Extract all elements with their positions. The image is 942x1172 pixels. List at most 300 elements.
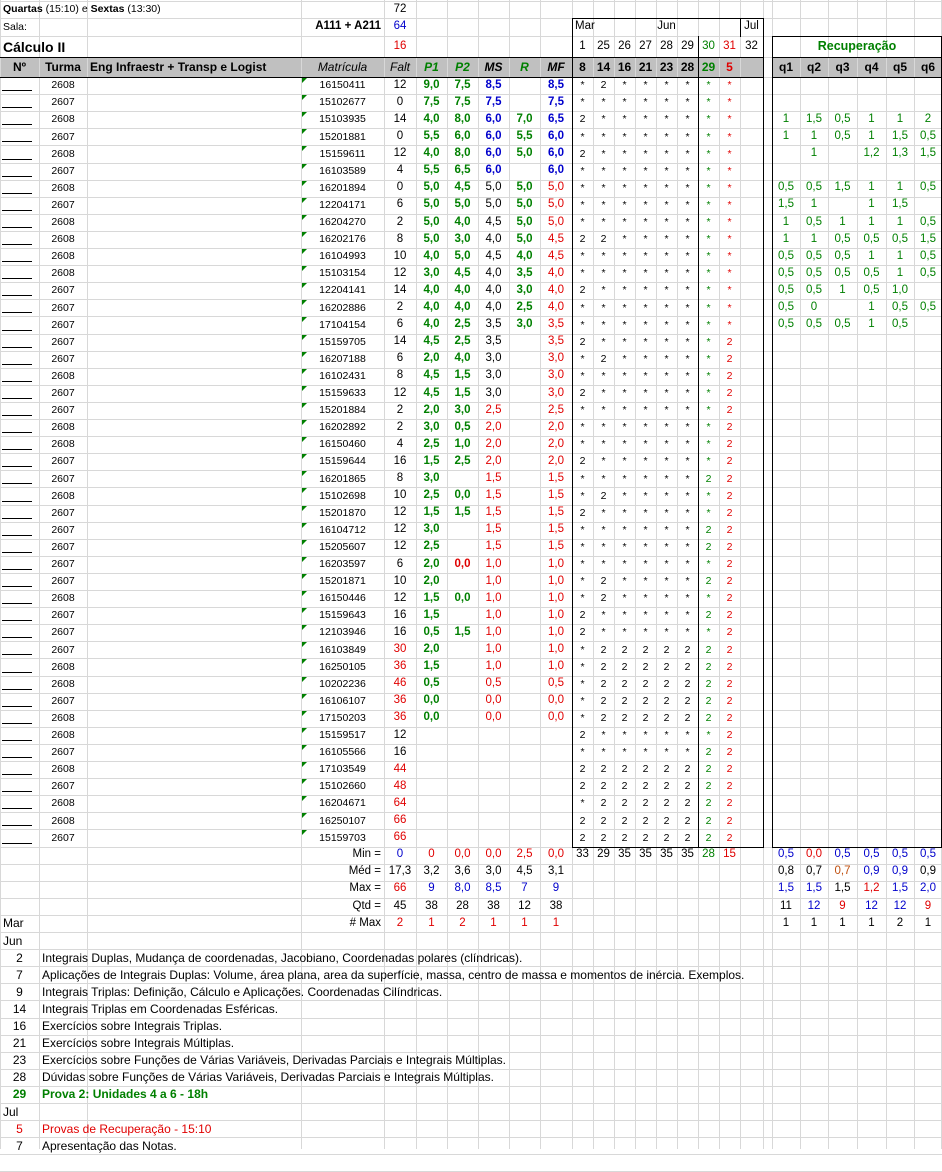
student-turma: 2607 xyxy=(51,404,75,417)
student-turma: 2607 xyxy=(51,352,75,365)
recovery-score xyxy=(828,402,857,419)
student-turma: 2607 xyxy=(51,455,75,468)
stat-value: 9 xyxy=(924,899,932,912)
attendance-mark: * xyxy=(601,404,606,417)
student-mat: 16104993 xyxy=(319,250,366,263)
recovery-score: 1 xyxy=(896,112,904,125)
attendance-mark: * xyxy=(685,438,690,451)
header-q1: q1 xyxy=(778,60,793,74)
stat-value: 0,7 xyxy=(834,865,851,878)
attendance-mark: * xyxy=(622,164,627,177)
recovery-score: 0,5 xyxy=(920,249,936,262)
stat-value: 1,5 xyxy=(892,882,908,895)
attendance-mark: * xyxy=(685,421,690,434)
attendance-mark: 2 xyxy=(621,763,628,776)
student-p2: 4,5 xyxy=(454,266,471,279)
recovery-score xyxy=(772,693,800,710)
student-mat: 16150460 xyxy=(319,438,366,451)
student-falt: 44 xyxy=(393,762,407,775)
student-p2: 1,5 xyxy=(454,369,471,382)
student-r xyxy=(509,94,540,111)
student-p2: 3,0 xyxy=(454,403,471,416)
schedule-topic: Integrais Triplas: Definição, Cálculo e Aplicações. Coordenadas Cilíndricas. xyxy=(42,984,443,999)
attendance-mark: * xyxy=(643,96,648,109)
attendance-mark: * xyxy=(601,113,606,126)
recovery-score xyxy=(828,539,857,556)
student-turma: 2608 xyxy=(51,421,75,434)
attendance-mark: * xyxy=(685,626,690,639)
stat-value: 0 xyxy=(396,848,404,861)
row-number-placeholder xyxy=(2,295,32,296)
student-mat: 15159611 xyxy=(319,147,366,160)
attendance-mark xyxy=(740,265,763,282)
student-ms xyxy=(478,744,509,761)
attendance-mark: 2 xyxy=(579,729,586,742)
recovery-score: 0,5 xyxy=(806,266,822,279)
attendance-mark: * xyxy=(685,284,690,297)
attendance-mark: * xyxy=(706,335,711,348)
recovery-score: 0,5 xyxy=(778,266,794,279)
student-mat: 16150411 xyxy=(319,79,366,92)
student-ms xyxy=(478,829,509,846)
schedule-day: 2 xyxy=(16,950,23,965)
schedule-topic: Integrais Duplas, Mudança de coordenadas, Jacobiano, Coordenadas polares (clíndricas). xyxy=(42,950,523,965)
attendance-mark: * xyxy=(685,592,690,605)
row-number-placeholder xyxy=(2,364,32,365)
student-r xyxy=(509,676,540,693)
attendance-mark: * xyxy=(685,113,690,126)
stat-value: 66 xyxy=(393,882,407,895)
attendance-mark: 2 xyxy=(621,814,628,827)
student-r xyxy=(509,693,540,710)
attendance-mark: * xyxy=(664,472,669,485)
header-no: Nº xyxy=(12,60,27,74)
stat-value: 35 xyxy=(681,848,694,861)
stat-value: 35 xyxy=(639,848,652,861)
student-p2 xyxy=(447,812,478,829)
recovery-score xyxy=(914,590,942,607)
attendance-mark: 2 xyxy=(705,746,712,759)
row-number-placeholder xyxy=(2,432,32,433)
student-mat: 16250107 xyxy=(319,814,366,827)
attendance-mark xyxy=(740,795,763,812)
row-number-placeholder xyxy=(2,740,32,741)
student-mat: 16106107 xyxy=(319,694,366,707)
student-falt: 4 xyxy=(396,437,404,450)
student-turma: 2608 xyxy=(51,797,75,810)
student-p1: 5,5 xyxy=(423,130,440,143)
recovery-score: 0,5 xyxy=(834,130,851,143)
recovery-score xyxy=(800,77,828,94)
attendance-mark: 2 xyxy=(705,780,712,793)
attendance-mark xyxy=(740,744,763,761)
attendance-mark: 2 xyxy=(705,814,712,827)
recovery-score xyxy=(857,505,886,522)
row-number-placeholder xyxy=(2,176,32,177)
recovery-score xyxy=(914,94,942,111)
attendance-mark: 2 xyxy=(579,831,586,844)
recovery-score: 1 xyxy=(896,215,904,228)
student-ms: 5,0 xyxy=(485,198,502,211)
attendance-mark: * xyxy=(664,113,669,126)
student-falt: 10 xyxy=(393,249,407,262)
attendance-mark: * xyxy=(664,96,669,109)
attendance-mark: 2 xyxy=(705,763,712,776)
recovery-score xyxy=(914,351,942,368)
attendance-mark: * xyxy=(664,164,669,177)
stat-value: 1 xyxy=(839,916,846,929)
recovery-score xyxy=(886,624,914,641)
student-r xyxy=(509,402,540,419)
attendance-mark: 2 xyxy=(684,711,691,724)
recovery-score: 0,5 xyxy=(834,112,851,125)
student-mat: 15201884 xyxy=(319,404,366,417)
stat-value: 15 xyxy=(723,848,736,861)
attendance-mark: 2 xyxy=(663,643,670,656)
attendance-mark: * xyxy=(601,523,606,536)
attendance-mark: * xyxy=(706,369,711,382)
student-r: 5,5 xyxy=(516,130,533,143)
recovery-score xyxy=(914,727,942,744)
recovery-score: 0,5 xyxy=(806,283,822,296)
attendance-mark xyxy=(740,693,763,710)
recovery-score xyxy=(914,436,942,453)
student-r xyxy=(509,641,540,658)
stat-value: 38 xyxy=(425,899,438,912)
recovery-score xyxy=(886,676,914,693)
attendance-mark: * xyxy=(622,506,627,519)
recovery-score xyxy=(800,812,828,829)
attendance-mark: 2 xyxy=(579,609,586,622)
recovery-score: 0,5 xyxy=(778,283,794,296)
student-mf: 5,0 xyxy=(548,198,564,211)
student-ms: 0,0 xyxy=(485,694,502,707)
attendance-mark xyxy=(740,180,763,197)
recovery-score xyxy=(772,94,800,111)
recovery-score: 0,5 xyxy=(806,215,822,228)
student-p1: 1,5 xyxy=(423,454,440,467)
student-falt: 12 xyxy=(393,78,407,91)
attendance-mark: 2 xyxy=(642,677,649,690)
attendance-mark: 2 xyxy=(642,814,649,827)
class-schedule xyxy=(0,1,300,18)
stat-value: 1,2 xyxy=(863,882,880,895)
attendance-mark xyxy=(740,94,763,111)
row-number-placeholder xyxy=(2,603,32,604)
stat-value: 17,3 xyxy=(388,865,412,878)
attendance-mark xyxy=(740,778,763,795)
recovery-score xyxy=(914,676,942,693)
attendance-mark: * xyxy=(685,729,690,742)
student-mat: 16150446 xyxy=(319,592,366,605)
student-falt: 0 xyxy=(396,181,404,194)
schedule-day: 29 xyxy=(12,1087,27,1102)
recovery-score xyxy=(828,590,857,607)
student-turma: 2608 xyxy=(51,677,75,690)
attendance-mark xyxy=(740,419,763,436)
recovery-score xyxy=(886,419,914,436)
attendance-mark: 2 xyxy=(726,489,733,502)
recovery-score xyxy=(772,778,800,795)
student-p2: 8,0 xyxy=(454,112,471,125)
attendance-mark: 2 xyxy=(684,797,691,810)
student-mat: 15159703 xyxy=(319,831,366,844)
schedule-day: 21 xyxy=(12,1036,27,1051)
recovery-score xyxy=(772,470,800,487)
schedule-topic: Integrais Triplas em Coordenadas Esféricas. xyxy=(42,1001,279,1016)
student-turma: 2607 xyxy=(51,626,75,639)
student-mf: 3,0 xyxy=(548,386,564,399)
recovery-score: 1,5 xyxy=(920,232,936,245)
student-falt: 64 xyxy=(393,796,407,809)
stat-value: 9 xyxy=(428,882,435,895)
student-p2: 2,5 xyxy=(454,318,471,331)
student-mf: 1,5 xyxy=(548,540,564,553)
attendance-mark: * xyxy=(601,284,606,297)
stat-value: 1 xyxy=(428,916,435,929)
row-number-placeholder xyxy=(2,501,32,502)
student-p1 xyxy=(416,812,447,829)
student-p1: 1,5 xyxy=(423,506,440,519)
recovery-score xyxy=(800,624,828,641)
attendance-mark: 2 xyxy=(642,780,649,793)
attendance-mark: * xyxy=(601,609,606,622)
failed-count: 16 xyxy=(393,39,407,52)
attendance-mark: 2 xyxy=(579,814,586,827)
attendance-mark: * xyxy=(622,472,627,485)
attendance-mark: * xyxy=(706,267,711,280)
attendance-mark: * xyxy=(601,216,606,229)
recovery-score xyxy=(914,624,942,641)
attendance-mark: * xyxy=(643,318,648,331)
recovery-score xyxy=(772,385,800,402)
student-mf: 3,5 xyxy=(548,335,564,348)
attendance-mark: 2 xyxy=(642,711,649,724)
recovery-score: 1 xyxy=(782,215,790,228)
attendance-mark: * xyxy=(727,79,732,92)
recovery-score xyxy=(800,419,828,436)
student-mf: 5,0 xyxy=(548,215,564,228)
attendance-mark: * xyxy=(706,147,711,160)
recovery-score xyxy=(772,351,800,368)
student-r xyxy=(509,334,540,351)
attendance-mark: 2 xyxy=(726,575,733,588)
attendance-mark: * xyxy=(622,284,627,297)
calendar-day: 27 xyxy=(639,39,652,52)
student-falt: 12 xyxy=(393,386,407,399)
recovery-score xyxy=(772,539,800,556)
recovery-score xyxy=(914,744,942,761)
student-r: 5,0 xyxy=(516,181,533,194)
recovery-score xyxy=(800,744,828,761)
student-p1: 4,5 xyxy=(423,335,440,348)
student-mat: 17104154 xyxy=(319,318,366,331)
attendance-mark: * xyxy=(580,489,585,502)
recovery-score xyxy=(800,710,828,727)
attendance-mark: * xyxy=(664,387,669,400)
attendance-mark: * xyxy=(643,387,648,400)
schedule-topic: Aplicações de Integrais Duplas: Volume, área plana, area da superfície, massa, centro de massa e momentos de inércia. Exemplos. xyxy=(42,967,745,982)
recovery-score xyxy=(800,556,828,573)
recovery-score xyxy=(800,163,828,180)
attendance-mark: * xyxy=(664,455,669,468)
attendance-mark: * xyxy=(580,694,585,707)
student-mat: 16207188 xyxy=(319,352,366,365)
recovery-score xyxy=(800,539,828,556)
student-ms: 2,0 xyxy=(485,420,502,433)
row-number-placeholder xyxy=(2,90,32,91)
attendance-mark: * xyxy=(643,626,648,639)
recovery-score xyxy=(914,607,942,624)
recovery-score xyxy=(886,368,914,385)
header-d4: 23 xyxy=(659,60,674,74)
student-p2: 1,5 xyxy=(454,386,471,399)
recovery-score: 1 xyxy=(839,283,846,296)
recovery-score xyxy=(886,556,914,573)
recovery-score xyxy=(914,795,942,812)
attendance-mark: * xyxy=(622,96,627,109)
header-d3: 21 xyxy=(638,60,653,74)
attendance-mark: * xyxy=(643,455,648,468)
attendance-mark xyxy=(740,590,763,607)
attendance-mark: * xyxy=(601,506,606,519)
student-p1: 4,0 xyxy=(423,147,440,160)
student-p2: 0,0 xyxy=(454,591,471,604)
header-r: R xyxy=(520,60,529,74)
student-falt: 12 xyxy=(393,266,407,279)
student-ms: 1,0 xyxy=(485,660,502,673)
attendance-mark xyxy=(740,111,763,128)
attendance-mark: * xyxy=(643,369,648,382)
recovery-score xyxy=(857,539,886,556)
stat-value: 12 xyxy=(807,899,821,912)
student-p2: 2,5 xyxy=(454,454,471,467)
row-number-placeholder xyxy=(2,141,32,142)
student-falt: 14 xyxy=(393,283,407,296)
attendance-mark: * xyxy=(580,404,585,417)
student-r xyxy=(509,556,540,573)
row-number-placeholder xyxy=(2,381,32,382)
stat-label: Qtd = xyxy=(352,899,381,912)
recovery-score xyxy=(857,607,886,624)
student-falt: 36 xyxy=(393,694,407,707)
attendance-mark: 2 xyxy=(726,540,733,553)
attendance-mark xyxy=(740,214,763,231)
student-p1: 0,5 xyxy=(423,677,440,690)
attendance-mark: * xyxy=(664,216,669,229)
student-p1: 9,0 xyxy=(423,78,440,91)
attendance-mark: * xyxy=(706,318,711,331)
student-p2 xyxy=(447,778,478,795)
attendance-mark: * xyxy=(727,318,732,331)
stat-value: 0,5 xyxy=(834,848,851,861)
student-p1: 7,5 xyxy=(423,95,440,108)
row-number-placeholder xyxy=(2,757,32,758)
recovery-score xyxy=(914,539,942,556)
attendance-mark: * xyxy=(706,216,711,229)
attendance-mark xyxy=(740,812,763,829)
attendance-mark: 2 xyxy=(600,831,607,844)
recovery-score xyxy=(828,727,857,744)
attendance-mark: * xyxy=(664,267,669,280)
attendance-mark xyxy=(740,402,763,419)
student-p2 xyxy=(447,693,478,710)
row-number-placeholder xyxy=(2,398,32,399)
recovery-score xyxy=(772,522,800,539)
attendance-mark: * xyxy=(664,540,669,553)
student-p2 xyxy=(447,641,478,658)
attendance-mark: 2 xyxy=(726,763,733,776)
stat-value: 12 xyxy=(893,899,907,912)
recovery-score: 0,5 xyxy=(834,249,851,262)
recovery-score: 1 xyxy=(868,198,875,211)
student-falt: 48 xyxy=(393,779,407,792)
attendance-mark: * xyxy=(706,233,711,246)
attendance-mark: 2 xyxy=(684,694,691,707)
stat-value: 0,9 xyxy=(920,865,936,878)
recovery-score xyxy=(914,829,942,846)
student-r xyxy=(509,368,540,385)
student-p2 xyxy=(447,470,478,487)
attendance-mark: * xyxy=(622,352,627,365)
attendance-mark xyxy=(740,282,763,299)
attendance-mark: * xyxy=(580,181,585,194)
student-p2: 5,0 xyxy=(454,249,471,262)
attendance-mark: * xyxy=(622,216,627,229)
attendance-mark: * xyxy=(580,250,585,263)
recovery-score xyxy=(800,522,828,539)
student-p2 xyxy=(447,573,478,590)
attendance-mark: * xyxy=(601,558,606,571)
student-ms: 4,0 xyxy=(485,266,502,279)
recovery-score xyxy=(857,778,886,795)
attendance-mark: * xyxy=(601,164,606,177)
student-p2 xyxy=(447,676,478,693)
attendance-mark: * xyxy=(622,421,627,434)
attendance-mark: * xyxy=(664,301,669,314)
calendar-day: 26 xyxy=(618,39,631,52)
recovery-score xyxy=(800,676,828,693)
recovery-score: 1,5 xyxy=(806,112,822,125)
student-turma: 2607 xyxy=(51,164,75,177)
recovery-score xyxy=(886,761,914,778)
recovery-score xyxy=(828,505,857,522)
recovery-score: 0,5 xyxy=(892,318,908,331)
student-mf: 1,5 xyxy=(548,472,564,485)
student-mf: 6,0 xyxy=(548,130,564,143)
attendance-mark: 2 xyxy=(663,660,670,673)
student-falt: 14 xyxy=(393,335,407,348)
student-r xyxy=(509,795,540,812)
student-ms xyxy=(478,795,509,812)
attendance-mark: * xyxy=(664,181,669,194)
attendance-mark: * xyxy=(580,216,585,229)
attendance-mark: * xyxy=(643,558,648,571)
student-r xyxy=(509,727,540,744)
recovery-score xyxy=(886,710,914,727)
header-nome: Eng Infraestr + Transp e Logist xyxy=(90,60,267,74)
recovery-score: 0,5 xyxy=(834,318,851,331)
stat-value: 45 xyxy=(393,899,407,912)
recovery-score xyxy=(886,693,914,710)
recovery-score xyxy=(772,795,800,812)
attendance-mark: 2 xyxy=(705,677,712,690)
recovery-score xyxy=(914,197,942,214)
stat-value: 3,6 xyxy=(454,865,471,878)
header-mat: Matrícula xyxy=(317,60,368,74)
attendance-mark: * xyxy=(622,198,627,211)
student-mat: 15159705 xyxy=(319,335,366,348)
